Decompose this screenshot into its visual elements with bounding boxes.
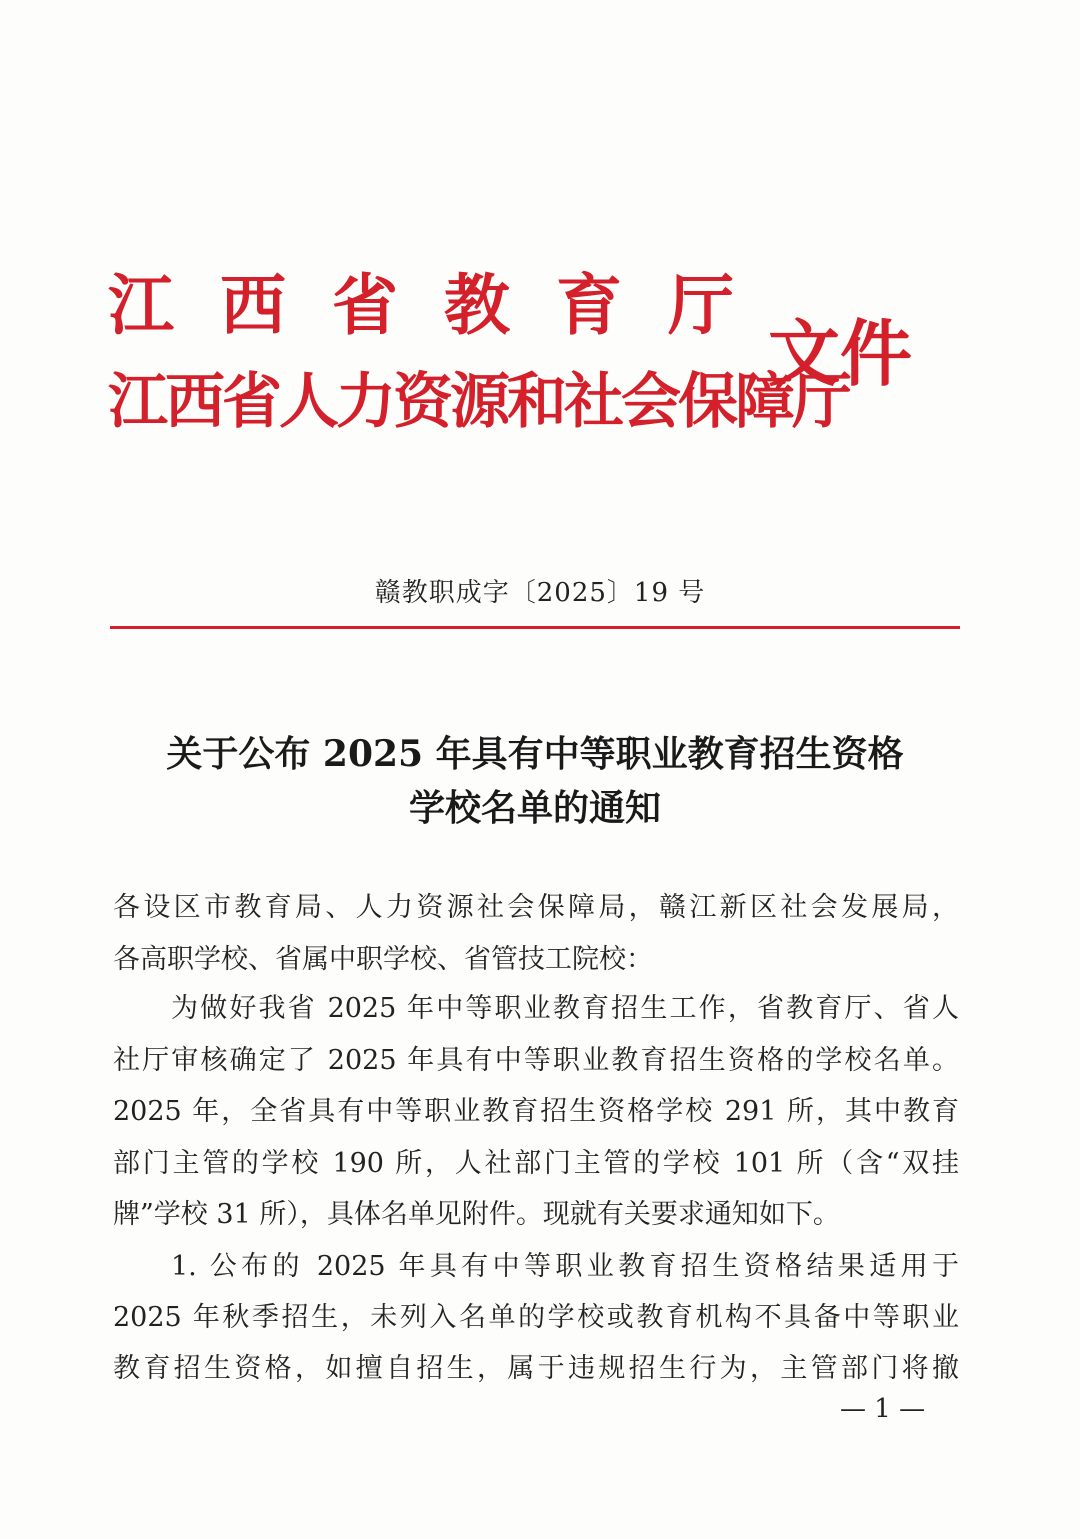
paragraph-line: 牌”学校 31 所），具体名单见附件。现就有关要求通知如下。 [113,1199,840,1230]
document-type-label: 文件 [768,311,913,396]
document-number: 赣教职成字〔2025〕19 号 [374,578,706,608]
issuer-human-resources-department: 江西省人力资源和社会保障厅 [108,367,849,437]
paragraph-line: 社厅审核确定了 2025 年具有中等职业教育招生资格的学校名单。 [113,1045,959,1076]
red-divider-line [110,626,960,629]
addressee-line-1: 各设区市教育局、人力资源社会保障局，赣江新区社会发展局， [113,892,959,923]
paragraph-line: 2025 年秋季招生，未列入名单的学校或教育机构不具备中等职业 [113,1302,959,1333]
addressee-line-2: 各高职学校、省属中职学校、省管技工院校： [113,944,653,975]
notice-title-line-1: 关于公布 2025 年具有中等职业教育招生资格 [166,733,904,775]
paragraph-line: 部门主管的学校 190 所，人社部门主管的学校 101 所（含“双挂 [113,1148,959,1179]
page-number: — 1 — [840,1394,926,1424]
paragraph-line: 1. 公布的 2025 年具有中等职业教育招生资格结果适用于 [171,1251,959,1282]
paragraph-line: 为做好我省 2025 年中等职业教育招生工作，省教育厅、省人 [171,993,959,1024]
paragraph-line: 教育招生资格，如擅自招生，属于违规招生行为，主管部门将撤 [113,1353,959,1384]
notice-title-line-2: 学校名单的通知 [408,787,661,829]
paragraph-line: 2025 年，全省具有中等职业教育招生资格学校 291 所，其中教育 [113,1096,959,1127]
issuer-education-department: 江西省教育厅 [108,266,780,344]
